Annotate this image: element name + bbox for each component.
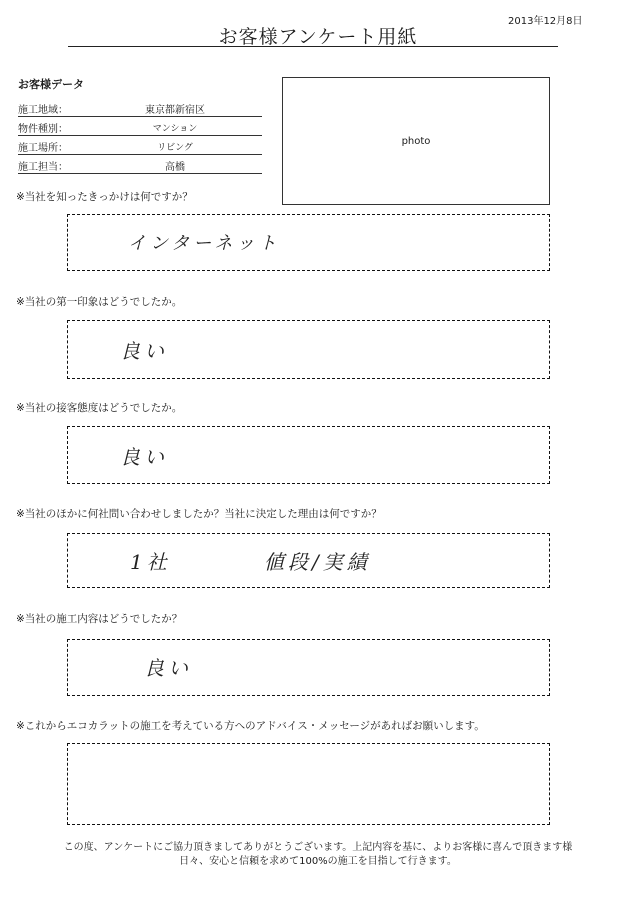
photo-placeholder [282,77,550,205]
answer-2-handwriting: 良い [120,339,168,363]
answer-4-handwriting: 1社 [130,550,171,574]
page-title: お客様アンケート用紙 [218,26,418,48]
answer-box-6 [67,743,550,825]
answer-3-handwriting: 良い [120,445,168,469]
row-value: 東京都新宿区 [145,105,205,116]
question-3: ※当社の接客態度はどうでしたか。 [16,402,183,414]
customer-data-heading: お客様データ [18,78,84,91]
answer-box-5 [67,639,550,696]
answer-1-handwriting: インターネット [128,233,281,254]
question-4: ※当社のほかに何社問い合わせしましたか？当社に決定した理由は何ですか？ [16,508,382,520]
question-6: ※これからエコカラットの施工を考えている方へのアドバイス・メッセージがあればお願いします。 [16,720,485,732]
row-value: リビング [157,143,193,153]
title-underline [68,46,558,47]
answer-5-handwriting: 良い [144,656,192,680]
row-label: 物件種別： [18,124,68,135]
row-label: 施工地域： [18,105,68,116]
question-1: ※当社を知ったきっかけは何ですか？ [16,191,193,203]
answer-4-reason-handwriting: 値段/実績 [264,550,371,574]
answer-box-2 [67,320,550,379]
row-value: 高橋 [165,162,185,173]
customer-row-location [18,136,262,155]
customer-row-property-type [18,117,262,136]
row-label: 施工場所： [18,143,68,154]
answer-box-1 [67,214,550,271]
survey-date: 2013年12月8日 [508,16,583,27]
answer-box-3 [67,426,550,484]
customer-row-staff [18,155,262,174]
question-5: ※当社の施工内容はどうでしたか？ [16,613,183,625]
question-2: ※当社の第一印象はどうでしたか。 [16,296,183,308]
row-value: マンション [152,124,198,134]
answer-box-4 [67,533,550,588]
photo-label: photo [401,136,431,147]
customer-row-area [18,98,262,117]
footer-line-2: 日々、安心と信頼を求めて100%の施工を目指して行きます。 [179,856,457,867]
footer-line-1: この度、アンケートにご協力頂きましてありがとうございます。上記内容を基に、よりお客様に喜んで頂きます様 [63,842,573,853]
row-label: 施工担当： [18,162,68,173]
